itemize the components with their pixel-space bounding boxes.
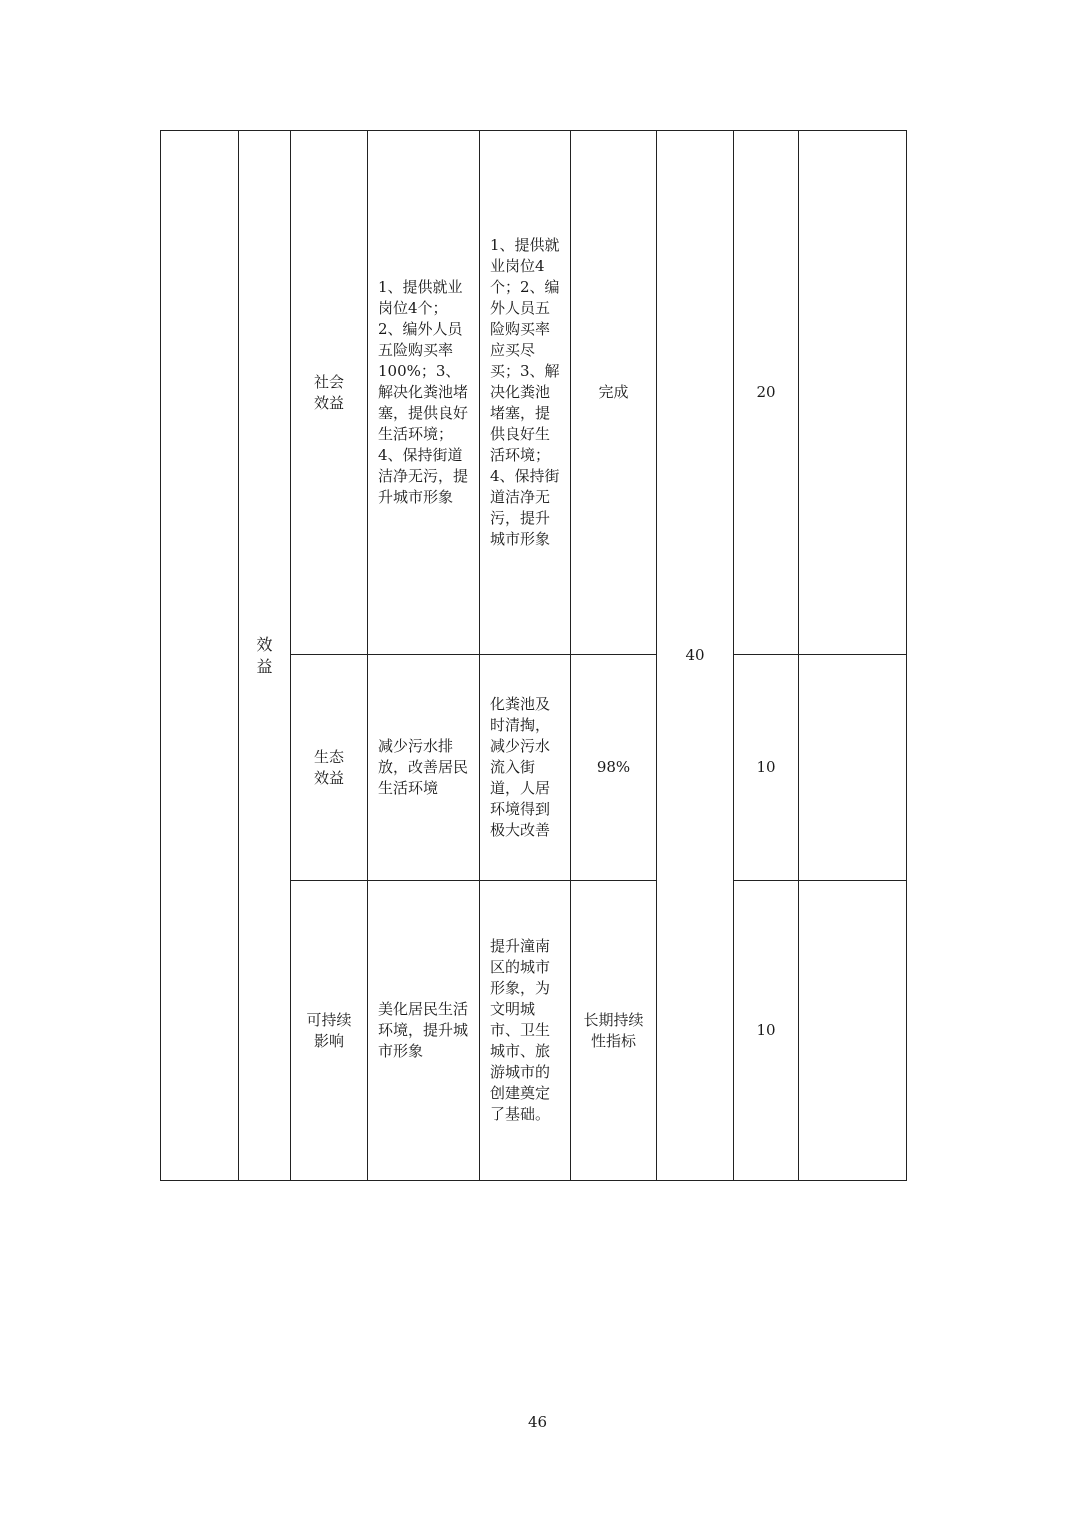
score-value: 20 (756, 383, 776, 401)
target-cell (368, 655, 480, 881)
actual-cell (480, 131, 571, 655)
target-text: 1、提供就业岗位4个；2、编外人员五险购买率100%；3、解决化粪池堵塞，提供良好生活环境；4、保持街道洁净无污，提升城市形象 (378, 278, 469, 506)
score-cell (734, 881, 799, 1181)
target-cell (368, 131, 480, 655)
table-row (161, 131, 907, 655)
status-cell (571, 131, 657, 655)
actual-text: 1、提供就业岗位4个；2、编外人员五险购买率应买尽买；3、解决化粪池堵塞，提供良好生活环境；4、保持街道洁净无污，提升城市形象 (490, 236, 560, 548)
score-value: 10 (756, 758, 776, 776)
group-cell (239, 131, 291, 1181)
status-text: 长期持续性指标 (583, 1010, 644, 1050)
combined-score-cell (657, 131, 734, 1181)
note-cell (799, 655, 907, 881)
performance-table (160, 130, 907, 1181)
status-text: 完成 (598, 383, 629, 401)
actual-cell (480, 881, 571, 1181)
status-cell (571, 881, 657, 1181)
target-cell (368, 881, 480, 1181)
level1-cell (161, 131, 239, 1181)
score-cell (734, 655, 799, 881)
actual-text: 化粪池及时清掏，减少污水流入街道，人居环境得到极大改善 (490, 695, 551, 839)
score-value: 10 (756, 1021, 776, 1039)
indicator-cell (291, 881, 368, 1181)
score-cell (734, 131, 799, 655)
indicator-cell (291, 655, 368, 881)
actual-cell (480, 655, 571, 881)
note-cell (799, 131, 907, 655)
indicator-label: 社会效益 (313, 372, 344, 412)
group-label: 效益 (256, 634, 273, 676)
combined-score: 40 (685, 646, 705, 664)
target-text: 减少污水排放，改善居民生活环境 (378, 737, 469, 797)
target-text: 美化居民生活环境，提升城市形象 (378, 1000, 469, 1060)
status-cell (571, 655, 657, 881)
status-text: 98% (596, 758, 631, 776)
indicator-label: 生态效益 (313, 747, 344, 787)
page-number: 46 (527, 1413, 548, 1431)
note-cell (799, 881, 907, 1181)
actual-text: 提升潼南区的城市形象，为文明城市、卫生城市、旅游城市的创建奠定了基础。 (490, 937, 551, 1123)
indicator-label: 可持续影响 (306, 1010, 352, 1050)
indicator-cell (291, 131, 368, 655)
